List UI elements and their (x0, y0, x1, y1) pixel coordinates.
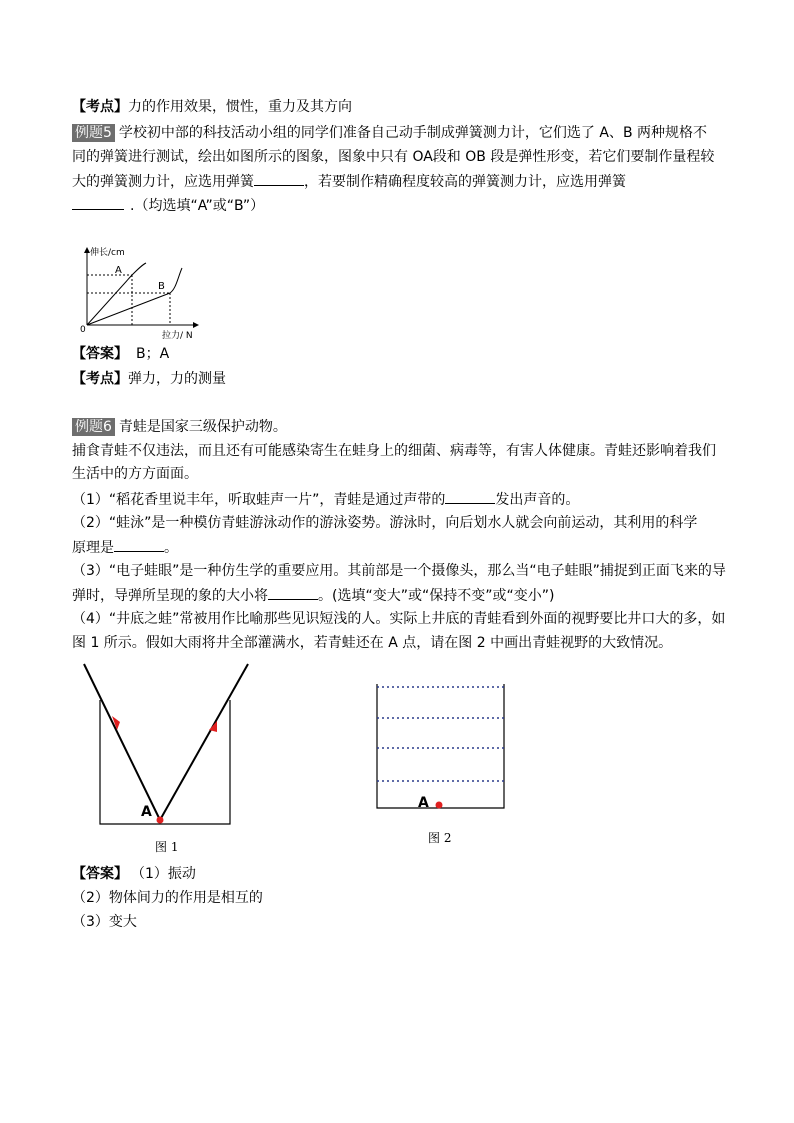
ray-left (84, 664, 160, 820)
ex5-text-4: .（均选填“A”或“B”） (130, 198, 265, 214)
ex6-answer-1: （1）振动 (138, 866, 196, 882)
spring-graph (70, 243, 210, 343)
figure-1-caption: 图 1 (155, 840, 179, 854)
example-6-label: 例题6 (72, 418, 115, 436)
ex6-q3a: （3）“电子蛙眼”是一种仿生学的重要应用。其前部是一个摄像头，那么当“电子蛙眼”捕捉到正面飞来的导 (72, 563, 726, 579)
ex5-kaodian2-text: 弹力，力的测量 (128, 371, 226, 387)
ex5-text-1: 学校初中部的科技活动小组的同学们准备自己动手制成弹簧测力计，它们选了 A、B 两种规格不 (118, 125, 708, 141)
well-outline-2 (377, 684, 504, 808)
figure-2 (370, 680, 520, 850)
ex6-q1-text-a: （1）“稻花香里说丰年，听取蛙声一片”，青蛙是通过声带的 (72, 492, 446, 508)
graph-x-label: 拉力/ N (162, 331, 193, 341)
ex5-line2: 同的弹簧进行测试，绘出如图所示的图象，图象中只有 OA段和 OB 段是弹性形变，若它们要制作量程较 (72, 149, 715, 165)
graph-x-arrow (193, 322, 199, 328)
ex6-answer-2: （2）物体间力的作用是相互的 (72, 890, 263, 906)
graph-label-a: A (115, 265, 122, 276)
ex5-answer-line (72, 344, 169, 364)
ex6-q3-text-c: 。(选填“变大”或“保持不变”或“变小”) (318, 588, 555, 604)
well-outline (100, 700, 230, 824)
ex5-kaodian2-line (72, 369, 226, 389)
graph-label-b: B (158, 281, 165, 292)
ex5-answer: B；A (136, 346, 170, 362)
point-a-2 (436, 802, 443, 809)
answer-blank-1[interactable] (254, 171, 304, 186)
ex6-q2-text-b: 原理是 (72, 540, 114, 556)
line-oa (87, 275, 132, 325)
ex6-p2: 生活中的方方面面。 (72, 466, 198, 482)
ex6-q1-text-b: 发出声音的。 (495, 492, 580, 508)
kaodian-tag: 【考点】 (72, 99, 128, 115)
ex6-q1 (72, 489, 579, 510)
graph-y-label: 伸长/cm (90, 248, 125, 258)
graph-origin: 0 (80, 325, 86, 335)
figure-1 (78, 660, 258, 860)
ex5-line4 (72, 195, 264, 216)
ex6-title-line (72, 417, 287, 437)
answer-blank-2[interactable] (72, 195, 124, 210)
ex6-title: 青蛙是国家三级保护动物。 (118, 419, 287, 435)
ex6-q3b-line (72, 585, 554, 606)
ex5-text-3a: 大的弹簧测力计，应选用弹簧 (72, 174, 254, 190)
curve-b (170, 268, 182, 293)
ex5-answer-tag: 【答案】 (72, 346, 128, 362)
ex6-q3-text-b: 弹时，导弹所呈现的象的大小将 (72, 588, 268, 604)
ex6-q4b: 图 1 所示。假如大雨将井全部灌满水，若青蛙还在 A 点，请在图 2 中画出青蛙视野的大致情况。 (72, 635, 673, 651)
answer-blank-q2[interactable] (114, 537, 164, 552)
ex5-text-3b: ，若要制作精确程度较高的弹簧测力计，应选用弹簧 (304, 174, 626, 190)
answer-blank-q3[interactable] (268, 585, 318, 600)
example-5-label: 例题5 (72, 124, 115, 142)
ray-right (160, 664, 248, 820)
ex5-line3 (72, 171, 626, 192)
ex5-kaodian2-tag: 【考点】 (72, 371, 128, 387)
kaodian-text: 力的作用效果，惯性，重力及其方向 (128, 99, 352, 115)
ex6-q2b-line (72, 537, 178, 558)
ex6-answer-3: （3）变大 (72, 914, 137, 930)
kaodian-line (72, 97, 352, 117)
ex6-q4a: （4）“井底之蛙”常被用作比喻那些见识短浅的人。实际上井底的青蛙看到外面的视野要比井口大的多，如 (72, 611, 726, 627)
answer-blank-q1[interactable] (445, 489, 495, 504)
ex6-q2a: （2）“蛙泳”是一种模仿青蛙游泳动作的游泳姿势。游泳时，向后划水人就会向前运动，其利用的科学 (72, 515, 698, 531)
point-a-label: A (141, 804, 152, 820)
point-a (157, 817, 164, 824)
ex5-line1 (72, 123, 707, 143)
point-a-label-2: A (418, 795, 429, 811)
ex6-q2-text-c: 。 (164, 540, 178, 556)
ex6-answer-line (72, 864, 196, 884)
figure-2-caption: 图 2 (428, 831, 452, 845)
ex6-answer-tag: 【答案】 (72, 866, 128, 882)
curve-a (132, 263, 146, 275)
ex6-p1: 捕食青蛙不仅违法，而且还有可能感染寄生在蛙身上的细菌、病毒等，有害人体健康。青蛙还影响着我们 (72, 443, 716, 459)
line-ob (87, 293, 170, 325)
